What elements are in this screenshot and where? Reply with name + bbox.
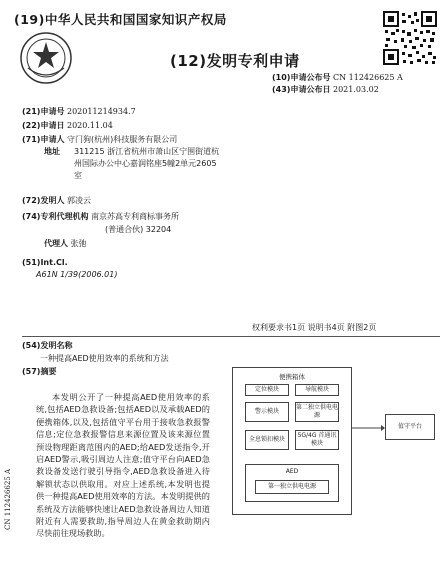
connector-arrow (351, 425, 385, 431)
agency-row (22, 211, 179, 222)
inventor-label: (72)发明人 (22, 196, 65, 205)
agent-row (44, 238, 87, 249)
national-emblem-icon (18, 30, 74, 86)
intcl-label: (51)Int.Cl. (22, 258, 68, 267)
invention-title: 一种提高AED使用效率的系统和方法 (40, 354, 169, 363)
patent-office-heading: (19)中华人民共和国国家知识产权局 (14, 12, 227, 27)
inventor-row (22, 195, 91, 206)
publication-date-label: (43)申请公布日 (272, 85, 331, 94)
document-type-title: (12)发明专利申请 (170, 52, 300, 70)
application-number-row (22, 106, 136, 117)
application-number-label: (21)申请号 (22, 107, 65, 116)
applicant-name: 守门狗(杭州)科技服务有限公司 (67, 135, 178, 144)
address-label: 地址 (44, 147, 60, 156)
intcl-code: A61N 1/39(2006.01) (36, 270, 118, 279)
vertical-publication-code: CN 112426625 A (4, 468, 12, 530)
aed-label: AED (285, 468, 299, 475)
applicant-row (22, 134, 177, 145)
abstract-text: 本发明公开了一种提高AED使用效率的系统,包括AED急救设备;包括AED以及承载AED的便携箱体,以及,包括值守平台用于接收急救报警信息;定位急救报警信息来源位置及该来源位置预设物理距离范围内的AED;给AED发送指令,开启AED警示,吸引周边人注意;值守平台向AED急救设备发送行驶引导指令,AED急救设备进入待解锁状态以供取用。对应上述系统,本发明也提供一种提高AED使用效率的方法。本发明提供的系统及方法能够快速让AED急救设备周边人知道附近有人需要救助,指导周边人在黄金救助期内尽快前往现场救助。 (36, 392, 210, 539)
page-count-summary: 权利要求书1页 说明书4页 附图2页 (252, 323, 377, 332)
qr-code-icon (382, 10, 438, 66)
agent-name: 张弛 (70, 239, 87, 248)
publication-date: 2021.03.02 (333, 85, 379, 94)
publication-date-row (272, 84, 379, 95)
application-date-label: (22)申请日 (22, 121, 65, 130)
duty-platform-box: 值守平台 (385, 414, 435, 440)
invention-title-label: (54)发明名称 (22, 341, 73, 350)
second-power-box: 第二独立供电电源 (295, 402, 339, 422)
divider (22, 336, 440, 337)
agency-label: (74)专利代理机构 (22, 212, 89, 221)
portable-case-label: 便携箱体 (279, 373, 305, 381)
applicant-address: 311215 浙江省杭州市萧山区宁围街道杭州国际办公中心嘉润铭座5幢2单元2605室 (74, 147, 220, 180)
application-number: 202011214934.7 (67, 107, 136, 116)
applicant-label: (71)申请人 (22, 135, 65, 144)
comm-module-box: 5G/4G 首通讯模块 (295, 430, 339, 450)
navigation-module-box: 导航模块 (295, 384, 339, 396)
lock-module-box: 全息锁扣模块 (245, 430, 289, 450)
publication-number-label: (10)申请公布号 (272, 73, 331, 82)
agent-label: 代理人 (44, 239, 68, 248)
inventor-name: 郭凌云 (67, 196, 91, 205)
alarm-module-box: 警示模块 (245, 402, 289, 422)
first-power-box: 第一独立供电电源 (255, 480, 329, 494)
agency-name: 南京苏高专利商标事务所 (91, 212, 179, 221)
publication-number: CN 112426625 A (333, 73, 403, 82)
portable-case-frame (232, 367, 352, 515)
positioning-module-box: 定位模块 (245, 384, 289, 396)
abstract-label: (57)摘要 (22, 367, 57, 376)
application-date: 2020.11.04 (67, 121, 113, 130)
agency-sub: (普通合伙) 32204 (105, 225, 172, 234)
application-date-row (22, 120, 113, 131)
publication-number-row (272, 72, 403, 83)
